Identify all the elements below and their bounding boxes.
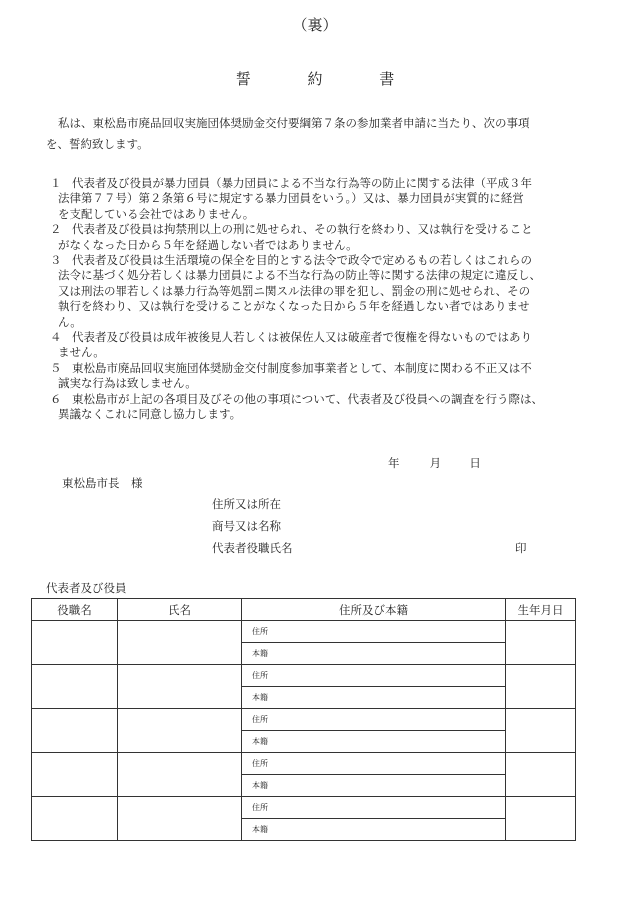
name-cell[interactable]	[118, 709, 242, 753]
pledge-item-line: 法律第７７号）第２条第６号に規定する暴力団員をいう。）又は、暴力団員が実質的に経営	[58, 191, 524, 206]
company-name-field-label: 商号又は名称	[212, 519, 281, 533]
date-row	[388, 455, 481, 471]
representative-field-label: 代表者役職氏名	[212, 541, 293, 555]
position-cell[interactable]	[32, 709, 118, 753]
address-cell[interactable]: 住所	[242, 709, 506, 731]
pledge-item-line: 誠実な行為は致しません。	[58, 376, 197, 391]
name-cell[interactable]	[118, 797, 242, 841]
address-field-label: 住所又は所在	[212, 497, 281, 511]
pledge-item-number: ４	[50, 330, 62, 345]
members-table	[31, 598, 576, 841]
document-title: 誓 約 書	[235, 70, 421, 88]
pledge-item	[46, 392, 591, 423]
seal-mark: 印	[515, 541, 527, 555]
table-row	[32, 621, 576, 643]
table-row	[32, 797, 576, 819]
pledge-item-line: 代表者及び役員は生活環境の保全を目的とする法令で政令で定めるもの若しくはこれらの	[72, 253, 532, 268]
domicile-cell[interactable]: 本籍	[242, 687, 506, 709]
intro-paragraph	[46, 113, 591, 155]
addressee: 東松島市長 様	[62, 476, 143, 490]
domicile-cell[interactable]: 本籍	[242, 643, 506, 665]
intro-line-2: を、誓約致します。	[46, 137, 149, 151]
table-row	[32, 665, 576, 687]
position-cell[interactable]	[32, 797, 118, 841]
pledge-item-line: 代表者及び役員は成年被後見人若しくは被保佐人又は破産者で復権を得ないものではあり	[72, 330, 532, 345]
date-year-label: 年	[388, 456, 400, 470]
pledge-item-number: ２	[50, 222, 62, 237]
name-cell[interactable]	[118, 665, 242, 709]
header-position: 役職名	[32, 599, 118, 621]
pledge-item	[46, 222, 591, 253]
pledge-item-line: ません。	[58, 345, 105, 360]
birthdate-cell[interactable]	[506, 709, 576, 753]
pledge-item-line: 異議なくこれに同意し協力します。	[58, 407, 242, 422]
pledge-item	[46, 361, 591, 392]
header-birthdate: 生年月日	[506, 599, 576, 621]
pledge-item-line: 東松島市廃品回収実施団体奨励金交付制度参加事業者として、本制度に関わる不正又は不	[72, 360, 532, 375]
pledge-item-line: を支配している会社ではありません。	[58, 206, 255, 221]
pledge-item-line: 代表者及び役員は拘禁刑以上の刑に処せられ、その執行を終わり、又は執行を受けること	[72, 222, 533, 237]
pledge-item-number: ３	[50, 253, 62, 268]
name-cell[interactable]	[118, 621, 242, 665]
pledge-item	[46, 253, 591, 330]
pledge-item	[46, 176, 591, 222]
pledge-item-line: ん。	[58, 314, 82, 329]
pledge-item-number: １	[50, 176, 62, 190]
pledge-item-number: ５	[50, 360, 62, 375]
pledge-item	[46, 330, 591, 361]
pledge-item-line: 法令に基づく処分若しくは暴力団員による不当な行為の防止等に関する法律の規定に違反し、	[58, 268, 541, 283]
position-cell[interactable]	[32, 665, 118, 709]
pledge-item-number: ６	[50, 391, 62, 406]
birthdate-cell[interactable]	[506, 665, 576, 709]
table-row	[32, 753, 576, 775]
pledge-item-line: 代表者及び役員が暴力団員（暴力団員による不当な行為等の防止に関する法律（平成３年	[72, 176, 532, 190]
domicile-cell[interactable]: 本籍	[242, 731, 506, 753]
address-cell[interactable]: 住所	[242, 665, 506, 687]
members-section-label: 代表者及び役員	[46, 581, 127, 595]
domicile-cell[interactable]: 本籍	[242, 819, 506, 841]
address-cell[interactable]: 住所	[242, 797, 506, 819]
birthdate-cell[interactable]	[506, 753, 576, 797]
date-day-label: 日	[469, 456, 481, 470]
pledge-item-line: がなくなった日から５年を経過しない者ではありません。	[58, 237, 358, 252]
pledge-item-line: 又は刑法の罪若しくは暴力行為等処罰ニ関スル法律の罪を犯し、罰金の刑に処せられ、その	[58, 283, 531, 298]
position-cell[interactable]	[32, 621, 118, 665]
pledge-item-line: 東松島市が上記の各項目及びその他の事項について、代表者及び役員への調査を行う際は、	[72, 391, 544, 406]
position-cell[interactable]	[32, 753, 118, 797]
birthdate-cell[interactable]	[506, 621, 576, 665]
date-month-label: 月	[429, 456, 442, 470]
name-cell[interactable]	[118, 753, 242, 797]
table-header-row	[32, 599, 576, 621]
pledge-item-line: 執行を終わり、又は執行を受けることがなくなった日から５年を経過しない者ではありませ	[58, 299, 530, 314]
header-address-domicile: 住所及び本籍	[242, 599, 506, 621]
address-cell[interactable]: 住所	[242, 621, 506, 643]
address-cell[interactable]: 住所	[242, 753, 506, 775]
pledge-items	[46, 176, 591, 423]
page-side-marker: （裏）	[292, 16, 338, 34]
table-row	[32, 709, 576, 731]
domicile-cell[interactable]: 本籍	[242, 775, 506, 797]
birthdate-cell[interactable]	[506, 797, 576, 841]
intro-line-1: 私は、東松島市廃品回収実施団体奨励金交付要綱第７条の参加業者申請に当たり、次の事項	[58, 116, 530, 130]
header-name: 氏名	[118, 599, 242, 621]
